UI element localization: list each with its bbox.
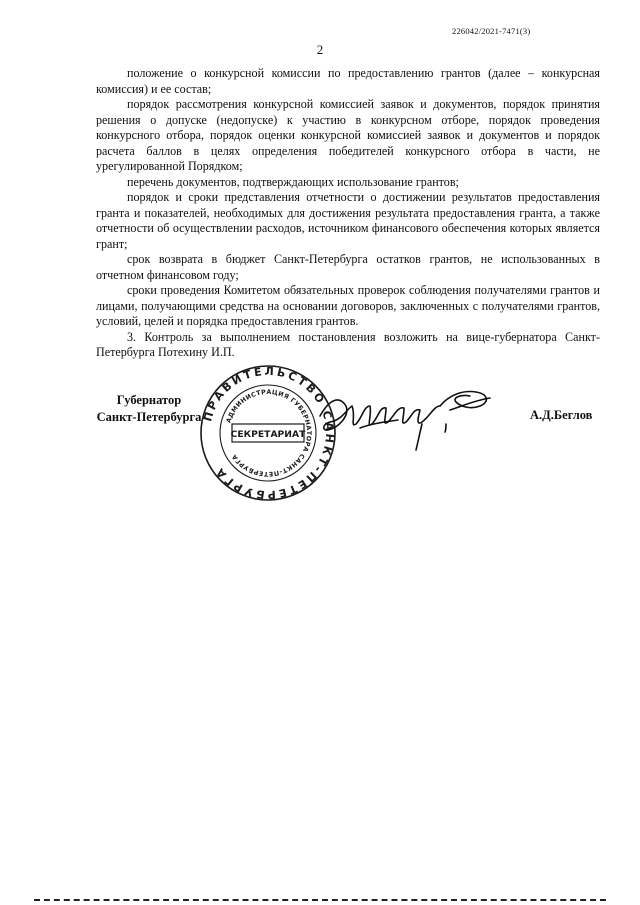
paragraph-inspection-deadlines: сроки проведения Комитетом обязательных проверок соблюдения получателями грантов и лицами, получающими средства на основании договоров, заключенных с получателями грантов, условий, целей и порядка предоставления грантов. (96, 283, 600, 328)
seal-outer-text: ПРАВИТЕЛЬСТВО САНКТ-ПЕТЕРБУРГА (201, 364, 337, 502)
paragraph-documents-list: перечень документов, подтверждающих использование грантов; (127, 174, 459, 189)
seal-inner-text: АДМИНИСТРАЦИЯ ГУБЕРНАТОРА САНКТ-ПЕТЕРБУРГА (225, 388, 313, 478)
signer-title (96, 392, 202, 426)
signer-title-line2: Санкт-Петербурга (96, 410, 202, 424)
page-number: 2 (316, 42, 324, 57)
bottom-rule (34, 899, 606, 901)
handwritten-signature (300, 376, 510, 456)
paragraph-reporting-procedure: порядок и сроки представления отчетности о достижении результатов предоставления гранта и показателей, необходимых для достижения результата предоставления гранта, а также отчетности об осуществлении расходов, источником финансового обеспечения которых является грант; (96, 190, 600, 251)
paragraph-commission-regulation: положение о конкурсной комиссии по предоставлению грантов (далее – конкурсная комиссия) и ее состав; (96, 66, 600, 96)
paragraph-review-procedure: порядок рассмотрения конкурсной комиссией заявок и документов, порядок принятия решения о допуске (недопуске) к участию в конкурсном отборе, порядок проведения конкурсного отбора, порядок оценки конкурсной комиссией заявок и документов и порядок расчета баллов в целях определения победителей конкурсного отбора в части, не урегулированной Порядком; (96, 97, 600, 173)
paragraph-control-clause: 3. Контроль за выполнением постановления возложить на вице-губернатора Санкт-Петербурга Потехину И.П. (96, 329, 600, 359)
document-id: 226042/2021-7471(3) (452, 26, 531, 36)
signer-name: А.Д.Беглов (530, 408, 593, 422)
document-body (96, 66, 600, 361)
seal-center-text: СЕКРЕТАРИАТ (230, 429, 306, 440)
paragraph-return-deadline: срок возврата в бюджет Санкт-Петербурга остатков грантов, не использованных в отчетном финансовом году; (96, 252, 600, 282)
signer-title-line1: Губернатор (116, 393, 182, 407)
